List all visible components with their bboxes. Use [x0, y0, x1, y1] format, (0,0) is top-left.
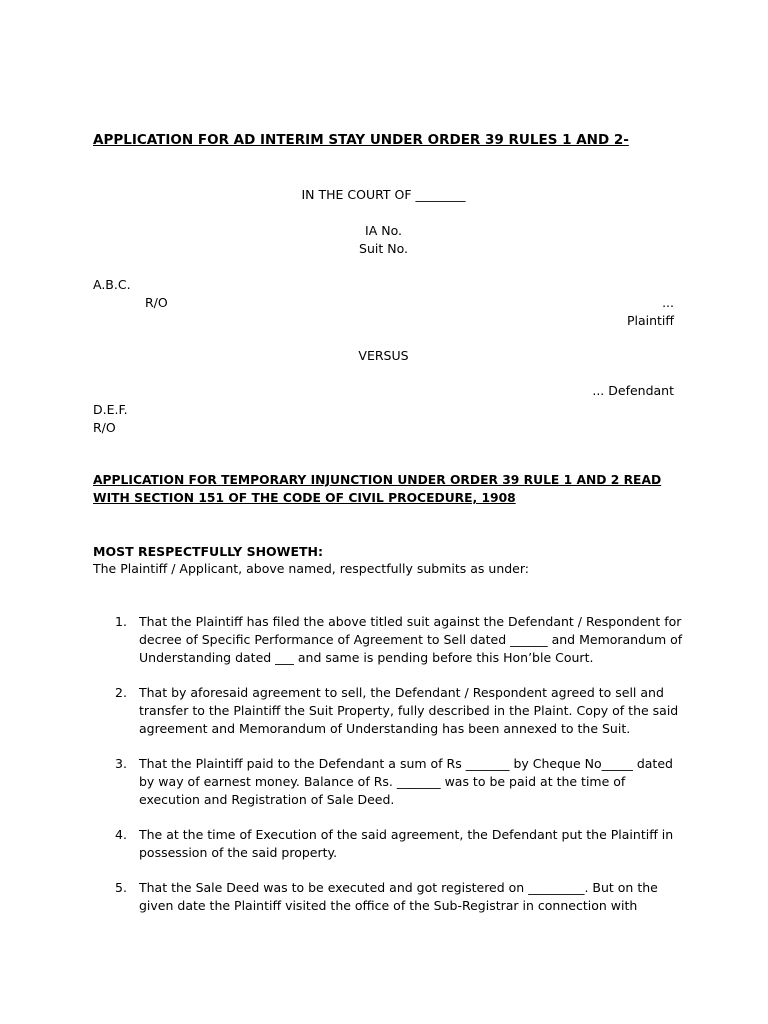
defendant-name: D.E.F.	[93, 402, 128, 417]
paragraph-text: That by aforesaid agreement to sell, the Defendant / Respondent agreed to sell and transfer to the Plaintiff the Suit Property, fully described in the Plaint. Copy of the said agreement and Memorandum of Understanding has been annexed to the Suit.	[139, 685, 679, 736]
plaintiff-name: A.B.C.	[93, 277, 131, 292]
paragraph-text: That the Sale Deed was to be executed and got registered on _________. But on the given date the Plaintiff visited the office of the Sub-Registrar in connection with	[139, 880, 658, 913]
paragraph-list	[93, 613, 683, 932]
paragraph-text: The at the time of Execution of the said agreement, the Defendant put the Plaintiff in possession of the said property.	[139, 827, 674, 860]
list-item	[93, 826, 683, 862]
defendant-residence: R/O	[93, 420, 116, 435]
list-item	[93, 684, 683, 738]
plaintiff-ellipsis: ...	[662, 295, 674, 310]
paragraph-number: 3.	[115, 756, 127, 771]
paragraph-number: 1.	[115, 614, 127, 629]
list-item	[93, 879, 683, 915]
ia-number: IA No.	[365, 223, 402, 238]
defendant-label: ... Defendant	[592, 383, 674, 398]
paragraph-number: 4.	[115, 827, 127, 842]
list-item	[93, 755, 683, 809]
paragraph-text: That the Plaintiff paid to the Defendant a sum of Rs _______ by Cheque No_____ dated by way of earnest money. Balance of Rs. _______ was to be paid at the time of execution and Registration of Sale Deed.	[139, 756, 673, 807]
intro-text: The Plaintiff / Applicant, above named, respectfully submits as under:	[93, 561, 529, 576]
showeth-heading: MOST RESPECTFULLY SHOWETH:	[93, 544, 323, 559]
application-title: APPLICATION FOR TEMPORARY INJUNCTION UNDER ORDER 39 RULE 1 AND 2 READ WITH SECTION 151 OF THE CODE OF CIVIL PROCEDURE, 1908	[93, 473, 662, 505]
versus-label: VERSUS	[358, 348, 409, 363]
list-item	[93, 613, 683, 667]
paragraph-text: That the Plaintiff has filed the above titled suit against the Defendant / Respondent for decree of Specific Performance of Agreement to Sell dated ______ and Memorandum of Understanding dated ___ and same is pending before this Hon’ble Court.	[139, 614, 683, 665]
paragraph-number: 5.	[115, 880, 127, 895]
main-title: APPLICATION FOR AD INTERIM STAY UNDER ORDER 39 RULES 1 AND 2-	[93, 132, 629, 148]
suit-number: Suit No.	[359, 241, 408, 256]
paragraph-number: 2.	[115, 685, 127, 700]
plaintiff-residence: R/O	[145, 295, 168, 310]
plaintiff-label: Plaintiff	[626, 313, 674, 328]
court-line: IN THE COURT OF ________	[301, 187, 466, 202]
